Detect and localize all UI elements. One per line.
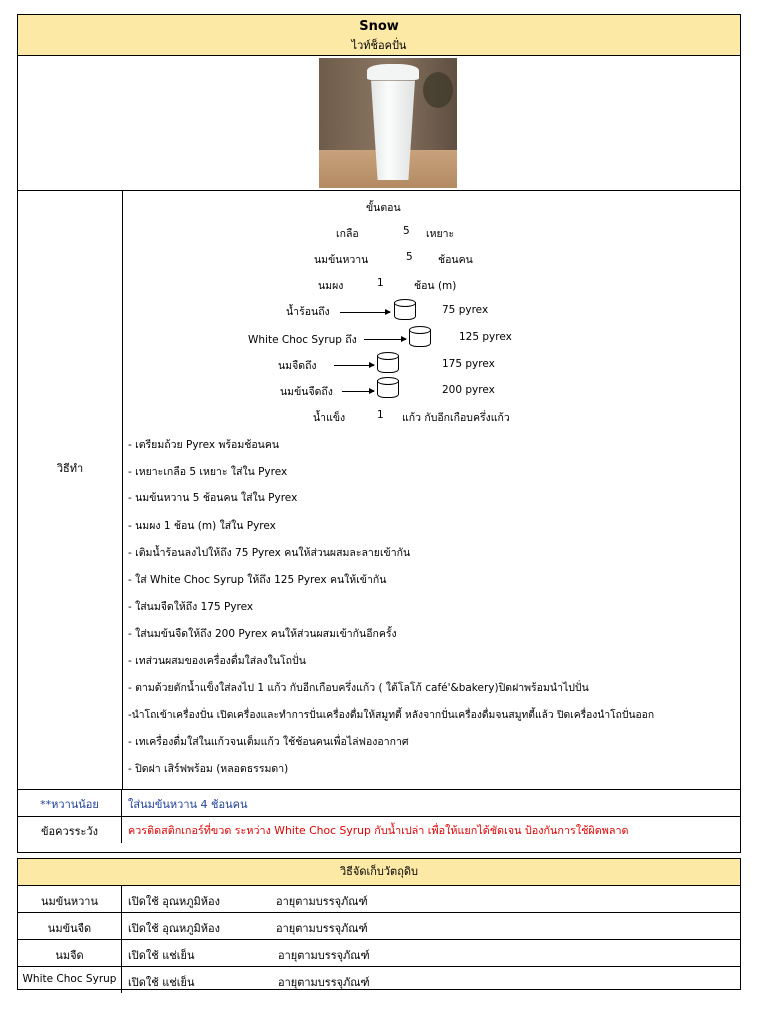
ingredient-qty: 5 bbox=[403, 225, 410, 237]
steps-header: ขั้นตอน bbox=[366, 202, 401, 214]
storage-shelf-life: อายุตามบรรจุภัณฑ์ bbox=[276, 895, 368, 908]
ingredient-qty: 1 bbox=[377, 277, 384, 289]
storage-table bbox=[17, 858, 741, 990]
instruction-item: - เตรียมถ้วย Pyrex พร้อมช้อนคน bbox=[128, 439, 280, 451]
level-value: 125 pyrex bbox=[459, 331, 512, 343]
table-row bbox=[18, 940, 740, 967]
less-sweet-row bbox=[18, 790, 740, 817]
storage-method: เปิดใช้ แช่เย็น bbox=[128, 949, 195, 962]
instruction-item: - ปิดฝา เสิร์ฟพร้อม (หลอดธรรมดา) bbox=[128, 763, 289, 775]
table-row bbox=[18, 967, 740, 993]
level-label: น้ำร้อนถึง bbox=[286, 306, 330, 318]
instruction-item: - ใส่ White Choc Syrup ให้ถึง 125 Pyrex คนให้เข้ากัน bbox=[128, 574, 387, 586]
method-label-cell bbox=[18, 191, 123, 789]
caution-label: ข้อควรระวัง bbox=[18, 817, 122, 843]
level-value: 175 pyrex bbox=[442, 358, 495, 370]
storage-item: นมข้นจืด bbox=[18, 913, 122, 939]
storage-shelf-life: อายุตามบรรจุภัณฑ์ bbox=[276, 922, 368, 935]
caution-text: ควรติดสติกเกอร์ที่ขวด ระหว่าง White Choc Syrup กับน้ำเปล่า เพื่อให้แยกได้ชัดเจน ป้องกันการใช้ผิดพลาด bbox=[128, 824, 629, 837]
storage-title: วิธีจัดเก็บวัตถุดิบ bbox=[18, 859, 740, 886]
pyrex-cup-icon bbox=[394, 299, 416, 319]
storage-shelf-life: อายุตามบรรจุภัณฑ์ bbox=[278, 976, 370, 989]
recipe-subtitle: ไวท์ช็อคปั่น bbox=[351, 39, 407, 52]
storage-item: นมข้นหวาน bbox=[18, 886, 122, 912]
ingredient-unit: เหยาะ bbox=[426, 228, 455, 240]
drink-photo bbox=[319, 58, 457, 188]
pyrex-cup-icon bbox=[377, 352, 399, 372]
less-sweet-label: **หวานน้อย bbox=[18, 790, 122, 816]
storage-method: เปิดใช้ อุณหภูมิห้อง bbox=[128, 922, 221, 935]
arrow-right-icon bbox=[364, 339, 406, 340]
pyrex-cup-icon bbox=[377, 377, 399, 397]
instruction-item: - นมผง 1 ช้อน (m) ใส่ใน Pyrex bbox=[128, 520, 276, 532]
ice-unit: แก้ว กับอีกเกือบครึ่งแก้ว bbox=[402, 412, 510, 424]
level-value: 200 pyrex bbox=[442, 384, 495, 396]
level-label: นมข้นจืดถึง bbox=[280, 386, 333, 398]
method-label: วิธีทำ bbox=[56, 462, 84, 475]
instruction-item: - นมข้นหวาน 5 ช้อนคน ใส่ใน Pyrex bbox=[128, 492, 298, 504]
instruction-item: - เทเครื่องดื่มใส่ในแก้วจนเต็มแก้ว ใช้ช้อนคนเพื่อไล่ฟองอากาศ bbox=[128, 736, 409, 748]
ice-name: น้ำแข็ง bbox=[313, 412, 346, 424]
table-row bbox=[18, 886, 740, 913]
level-label: นมจืดถึง bbox=[278, 360, 317, 372]
recipe-header bbox=[18, 15, 740, 56]
arrow-right-icon bbox=[334, 365, 374, 366]
ingredient-unit: ช้อนคน bbox=[438, 254, 473, 266]
ingredient-qty: 5 bbox=[406, 251, 413, 263]
instruction-item: - ใส่นมข้นจืดให้ถึง 200 Pyrex คนให้ส่วนผสมเข้ากันอีกครั้ง bbox=[128, 628, 397, 640]
storage-item: นมจืด bbox=[18, 940, 122, 966]
instruction-item: -นำโถเข้าเครื่องปั่น เปิดเครื่องและทำการปั่นเครื่องดื่มให้สมูทตี้ หลังจากปั่นเครื่องดื่มจนสมูทตี้แล้ว ปิดเครื่องนำโถปั่นออก bbox=[128, 709, 655, 721]
instruction-item: - เติมน้ำร้อนลงไปให้ถึง 75 Pyrex คนให้ส่วนผสมละลายเข้ากัน bbox=[128, 547, 411, 559]
instruction-item: - ตามด้วยตักน้ำแข็งใส่ลงไป 1 แก้ว กับอีกเกือบครึ่งแก้ว ( ใต้โลโก้ café'&bakery)ปิดฝาพร้อมนำไปปั่น bbox=[128, 682, 589, 694]
ingredient-name: นมผง bbox=[318, 280, 344, 292]
instruction-item: - ใส่นมจืดให้ถึง 175 Pyrex bbox=[128, 601, 254, 613]
ingredient-unit: ช้อน (m) bbox=[414, 280, 457, 292]
storage-shelf-life: อายุตามบรรจุภัณฑ์ bbox=[278, 949, 370, 962]
level-label: White Choc Syrup ถึง bbox=[248, 334, 357, 346]
instruction-item: - เทส่วนผสมของเครื่องดื่มใส่ลงในโถปั่น bbox=[128, 655, 306, 667]
storage-method: เปิดใช้ อุณหภูมิห้อง bbox=[128, 895, 221, 908]
less-sweet-text: ใส่นมข้นหวาน 4 ช้อนคน bbox=[128, 798, 248, 811]
ingredient-name: เกลือ bbox=[336, 228, 359, 240]
storage-method: เปิดใช้ แช่เย็น bbox=[128, 976, 195, 989]
recipe-card bbox=[17, 14, 741, 853]
method-section bbox=[18, 191, 740, 790]
caution-row bbox=[18, 817, 740, 843]
photo-row bbox=[18, 56, 740, 191]
table-row bbox=[18, 913, 740, 940]
ice-qty: 1 bbox=[377, 409, 384, 421]
recipe-title: Snow bbox=[359, 19, 399, 34]
level-value: 75 pyrex bbox=[442, 304, 489, 316]
arrow-right-icon bbox=[342, 391, 374, 392]
storage-item: White Choc Syrup bbox=[18, 967, 122, 993]
arrow-right-icon bbox=[340, 312, 390, 313]
pyrex-cup-icon bbox=[409, 326, 431, 346]
ingredient-name: นมข้นหวาน bbox=[314, 254, 369, 266]
instruction-item: - เหยาะเกลือ 5 เหยาะ ใส่ใน Pyrex bbox=[128, 466, 288, 478]
